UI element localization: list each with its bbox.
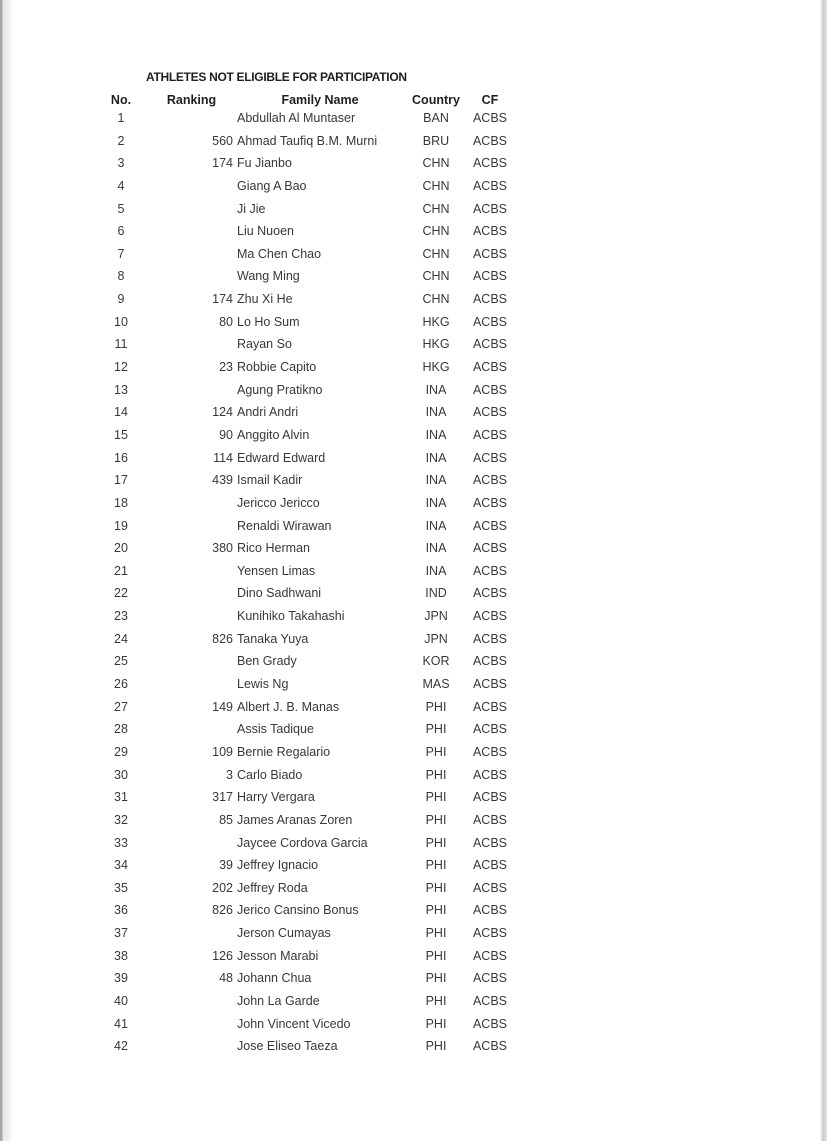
row-ranking: 124: [212, 405, 233, 420]
row-country: IND: [425, 586, 447, 601]
table-row: [0, 130, 827, 153]
row-cf: ACBS: [472, 518, 508, 533]
table-row: [0, 786, 827, 809]
row-family-name: Albert J. B. Manas: [237, 699, 340, 714]
row-ranking: 114: [213, 450, 233, 465]
row-family-name: Andri Andri: [237, 405, 299, 420]
row-cf: ACBS: [472, 744, 508, 759]
row-cf: ACBS: [472, 609, 508, 624]
row-family-name: Johann Chua: [237, 971, 312, 986]
row-family-name: Carlo Biado: [237, 767, 303, 782]
table-row: [0, 311, 827, 334]
row-family-name: Jerson Cumayas: [237, 926, 331, 941]
row-no: 38: [114, 948, 128, 963]
table-row: [0, 1013, 827, 1036]
table-row: [0, 333, 827, 356]
row-family-name: Rico Herman: [237, 541, 310, 556]
row-country: INA: [425, 473, 447, 488]
document-title: ATHLETES NOT ELIGIBLE FOR PARTICIPATION: [146, 70, 407, 84]
row-family-name: Giang A Bao: [237, 178, 307, 193]
row-country: PHI: [425, 993, 447, 1008]
row-no: 17: [114, 473, 128, 488]
row-no: 28: [114, 722, 128, 737]
row-family-name: Ben Grady: [237, 654, 297, 669]
row-no: 40: [114, 993, 128, 1008]
row-no: 16: [114, 450, 128, 465]
row-family-name: Jesson Marabi: [237, 948, 319, 963]
table-row: [0, 899, 827, 922]
row-country: CHN: [422, 201, 450, 216]
row-country: KOR: [422, 654, 450, 669]
table-row: [0, 175, 827, 198]
row-cf: ACBS: [472, 1016, 508, 1031]
row-family-name: John Vincent Vicedo: [237, 1016, 351, 1031]
row-country: INA: [425, 541, 447, 556]
table-row: [0, 718, 827, 741]
row-country: PHI: [425, 971, 447, 986]
row-country: INA: [425, 518, 447, 533]
column-header-cf: CF: [481, 93, 499, 107]
row-no: 9: [117, 292, 125, 307]
row-ranking: 439: [212, 473, 233, 488]
row-no: 5: [117, 201, 125, 216]
row-no: 6: [117, 224, 125, 239]
row-country: PHI: [425, 767, 447, 782]
row-family-name: Jeffrey Ignacio: [237, 858, 319, 873]
row-country: CHN: [422, 224, 450, 239]
row-no: 39: [114, 971, 128, 986]
row-cf: ACBS: [472, 427, 508, 442]
table-row: [0, 220, 827, 243]
row-family-name: Harry Vergara: [237, 790, 315, 805]
row-cf: ACBS: [472, 201, 508, 216]
row-family-name: Agung Pratikno: [237, 382, 323, 397]
row-cf: ACBS: [472, 1039, 508, 1054]
row-cf: ACBS: [472, 133, 508, 148]
row-cf: ACBS: [472, 541, 508, 556]
table-row: [0, 854, 827, 877]
table-row: [0, 1035, 827, 1058]
row-country: PHI: [425, 835, 447, 850]
table-row: [0, 107, 827, 130]
row-family-name: Abdullah Al Muntaser: [237, 111, 356, 125]
row-no: 33: [114, 835, 128, 850]
row-no: 30: [114, 767, 128, 782]
row-ranking: 39: [219, 858, 233, 873]
row-country: PHI: [425, 722, 447, 737]
row-ranking: 380: [212, 541, 233, 556]
table-row: [0, 832, 827, 855]
table-row: [0, 741, 827, 764]
row-family-name: Jeffrey Roda: [237, 880, 308, 895]
row-ranking: 3: [226, 767, 233, 782]
row-country: PHI: [425, 858, 447, 873]
row-family-name: Assis Tadique: [237, 722, 314, 737]
row-cf: ACBS: [472, 631, 508, 646]
row-country: PHI: [425, 903, 447, 918]
row-family-name: Ji Jie: [237, 201, 266, 216]
column-header-ranking: Ranking: [166, 93, 217, 107]
row-family-name: John La Garde: [237, 993, 320, 1008]
row-cf: ACBS: [472, 337, 508, 352]
row-family-name: Ma Chen Chao: [237, 246, 322, 261]
row-no: 42: [114, 1039, 128, 1054]
row-no: 25: [114, 654, 128, 669]
row-country: PHI: [425, 1016, 447, 1031]
row-cf: ACBS: [472, 292, 508, 307]
row-no: 24: [114, 631, 128, 646]
row-ranking: 826: [212, 631, 233, 646]
row-no: 15: [114, 427, 128, 442]
row-family-name: Jose Eliseo Taeza: [237, 1039, 338, 1054]
row-cf: ACBS: [472, 790, 508, 805]
row-country: BAN: [423, 111, 449, 125]
table-row: [0, 582, 827, 605]
table-row: [0, 877, 827, 900]
row-no: 1: [117, 111, 125, 125]
row-family-name: Rayan So: [237, 337, 292, 352]
row-cf: ACBS: [472, 722, 508, 737]
table-row: [0, 764, 827, 787]
row-ranking: 560: [212, 133, 233, 148]
row-country: HKG: [422, 337, 450, 352]
table-row: [0, 265, 827, 288]
row-family-name: Yensen Limas: [237, 563, 316, 578]
row-country: PHI: [425, 880, 447, 895]
row-cf: ACBS: [472, 677, 508, 692]
row-ranking: 202: [212, 880, 233, 895]
row-cf: ACBS: [472, 495, 508, 510]
row-no: 34: [114, 858, 128, 873]
table-row: [0, 356, 827, 379]
table-row: [0, 628, 827, 651]
row-cf: ACBS: [472, 835, 508, 850]
row-no: 4: [117, 178, 125, 193]
row-family-name: Robbie Capito: [237, 360, 317, 375]
row-family-name: Jericco Jericco: [237, 495, 320, 510]
table-row: [0, 990, 827, 1013]
row-ranking: 80: [219, 314, 233, 329]
row-country: PHI: [425, 926, 447, 941]
row-cf: ACBS: [472, 450, 508, 465]
row-cf: ACBS: [472, 699, 508, 714]
row-cf: ACBS: [472, 156, 508, 171]
table-row: [0, 379, 827, 402]
row-family-name: Edward Edward: [237, 450, 326, 465]
row-no: 3: [117, 156, 125, 171]
row-no: 37: [114, 926, 128, 941]
table-row: [0, 922, 827, 945]
row-cf: ACBS: [472, 654, 508, 669]
row-no: 12: [114, 360, 128, 375]
table-row: [0, 447, 827, 470]
row-family-name: Bernie Regalario: [237, 744, 331, 759]
row-country: MAS: [422, 677, 450, 692]
row-country: PHI: [425, 744, 447, 759]
row-family-name: Tanaka Yuya: [237, 631, 309, 646]
table-row: [0, 515, 827, 538]
row-cf: ACBS: [472, 812, 508, 827]
row-country: PHI: [425, 699, 447, 714]
row-country: CHN: [422, 178, 450, 193]
row-no: 35: [114, 880, 128, 895]
table-row: [0, 650, 827, 673]
row-ranking: 90: [219, 427, 233, 442]
row-cf: ACBS: [472, 767, 508, 782]
row-cf: ACBS: [472, 563, 508, 578]
table-row: [0, 809, 827, 832]
row-family-name: Ahmad Taufiq B.M. Murni: [237, 133, 378, 148]
row-cf: ACBS: [472, 903, 508, 918]
table-rows: [0, 107, 827, 1058]
table-row: [0, 537, 827, 560]
row-cf: ACBS: [472, 360, 508, 375]
row-no: 8: [117, 269, 125, 284]
table-row: [0, 696, 827, 719]
row-family-name: Jerico Cansino Bonus: [237, 903, 359, 918]
row-country: CHN: [422, 246, 450, 261]
table-row: [0, 243, 827, 266]
row-ranking: 85: [219, 812, 233, 827]
row-no: 7: [117, 246, 125, 261]
row-family-name: Fu Jianbo: [237, 156, 292, 171]
row-no: 36: [114, 903, 128, 918]
row-cf: ACBS: [472, 948, 508, 963]
row-cf: ACBS: [472, 858, 508, 873]
row-no: 22: [114, 586, 128, 601]
row-no: 11: [114, 337, 128, 352]
row-no: 14: [114, 405, 128, 420]
row-country: HKG: [422, 314, 450, 329]
table-row: [0, 967, 827, 990]
row-cf: ACBS: [472, 926, 508, 941]
column-header-family-name: Family Name: [281, 93, 359, 107]
row-no: 20: [114, 541, 128, 556]
row-family-name: Liu Nuoen: [237, 224, 294, 239]
row-family-name: Kunihiko Takahashi: [237, 609, 345, 624]
row-cf: ACBS: [472, 586, 508, 601]
row-country: CHN: [422, 156, 450, 171]
row-country: INA: [425, 563, 447, 578]
row-ranking: 23: [219, 360, 233, 375]
row-no: 21: [114, 563, 128, 578]
row-country: INA: [425, 427, 447, 442]
row-cf: ACBS: [472, 111, 508, 125]
row-country: BRU: [422, 133, 450, 148]
row-family-name: Anggito Alvin: [237, 427, 310, 442]
row-family-name: Lewis Ng: [237, 677, 289, 692]
row-no: 29: [114, 744, 128, 759]
table-row: [0, 673, 827, 696]
row-cf: ACBS: [472, 971, 508, 986]
row-family-name: Ismail Kadir: [237, 473, 303, 488]
row-no: 32: [114, 812, 128, 827]
row-country: PHI: [425, 812, 447, 827]
row-no: 10: [114, 314, 128, 329]
row-family-name: Renaldi Wirawan: [237, 518, 332, 533]
row-cf: ACBS: [472, 473, 508, 488]
row-no: 26: [114, 677, 128, 692]
row-family-name: Jaycee Cordova Garcia: [237, 835, 368, 850]
row-ranking: 48: [219, 971, 233, 986]
row-ranking: 174: [212, 292, 233, 307]
table-row: [0, 198, 827, 221]
row-cf: ACBS: [472, 178, 508, 193]
row-family-name: James Aranas Zoren: [237, 812, 353, 827]
row-country: JPN: [424, 631, 448, 646]
row-country: JPN: [424, 609, 448, 624]
table-row: [0, 492, 827, 515]
table-row: [0, 401, 827, 424]
table-row: [0, 605, 827, 628]
row-ranking: 126: [212, 948, 233, 963]
row-cf: ACBS: [472, 314, 508, 329]
table-row: [0, 560, 827, 583]
row-family-name: Zhu Xi He: [237, 292, 293, 307]
row-cf: ACBS: [472, 246, 508, 261]
table-row: [0, 945, 827, 968]
table-row: [0, 152, 827, 175]
row-country: INA: [425, 405, 447, 420]
row-country: HKG: [422, 360, 450, 375]
column-header-no: No.: [110, 93, 132, 107]
row-cf: ACBS: [472, 405, 508, 420]
row-no: 23: [114, 609, 128, 624]
row-ranking: 149: [212, 699, 233, 714]
row-country: INA: [425, 495, 447, 510]
row-cf: ACBS: [472, 993, 508, 1008]
row-country: PHI: [425, 1039, 447, 1054]
row-family-name: Lo Ho Sum: [237, 314, 300, 329]
row-country: INA: [425, 450, 447, 465]
row-no: 13: [114, 382, 128, 397]
row-ranking: 317: [212, 790, 233, 805]
table-row: [0, 424, 827, 447]
row-cf: ACBS: [472, 382, 508, 397]
column-header-country: Country: [412, 93, 460, 107]
row-cf: ACBS: [472, 224, 508, 239]
table-row: [0, 469, 827, 492]
row-ranking: 826: [212, 903, 233, 918]
row-cf: ACBS: [472, 880, 508, 895]
row-no: 27: [114, 699, 128, 714]
row-no: 31: [114, 790, 128, 805]
row-no: 2: [117, 133, 125, 148]
row-country: INA: [425, 382, 447, 397]
row-cf: ACBS: [472, 269, 508, 284]
row-family-name: Dino Sadhwani: [237, 586, 322, 601]
table-header-row: [0, 93, 827, 108]
row-no: 19: [114, 518, 128, 533]
row-no: 18: [114, 495, 128, 510]
row-family-name: Wang Ming: [237, 269, 300, 284]
row-no: 41: [114, 1016, 128, 1031]
row-country: CHN: [422, 292, 450, 307]
table-row: [0, 288, 827, 311]
row-country: PHI: [425, 948, 447, 963]
row-ranking: 109: [212, 744, 233, 759]
row-country: CHN: [422, 269, 450, 284]
row-country: PHI: [425, 790, 447, 805]
row-ranking: 174: [212, 156, 233, 171]
